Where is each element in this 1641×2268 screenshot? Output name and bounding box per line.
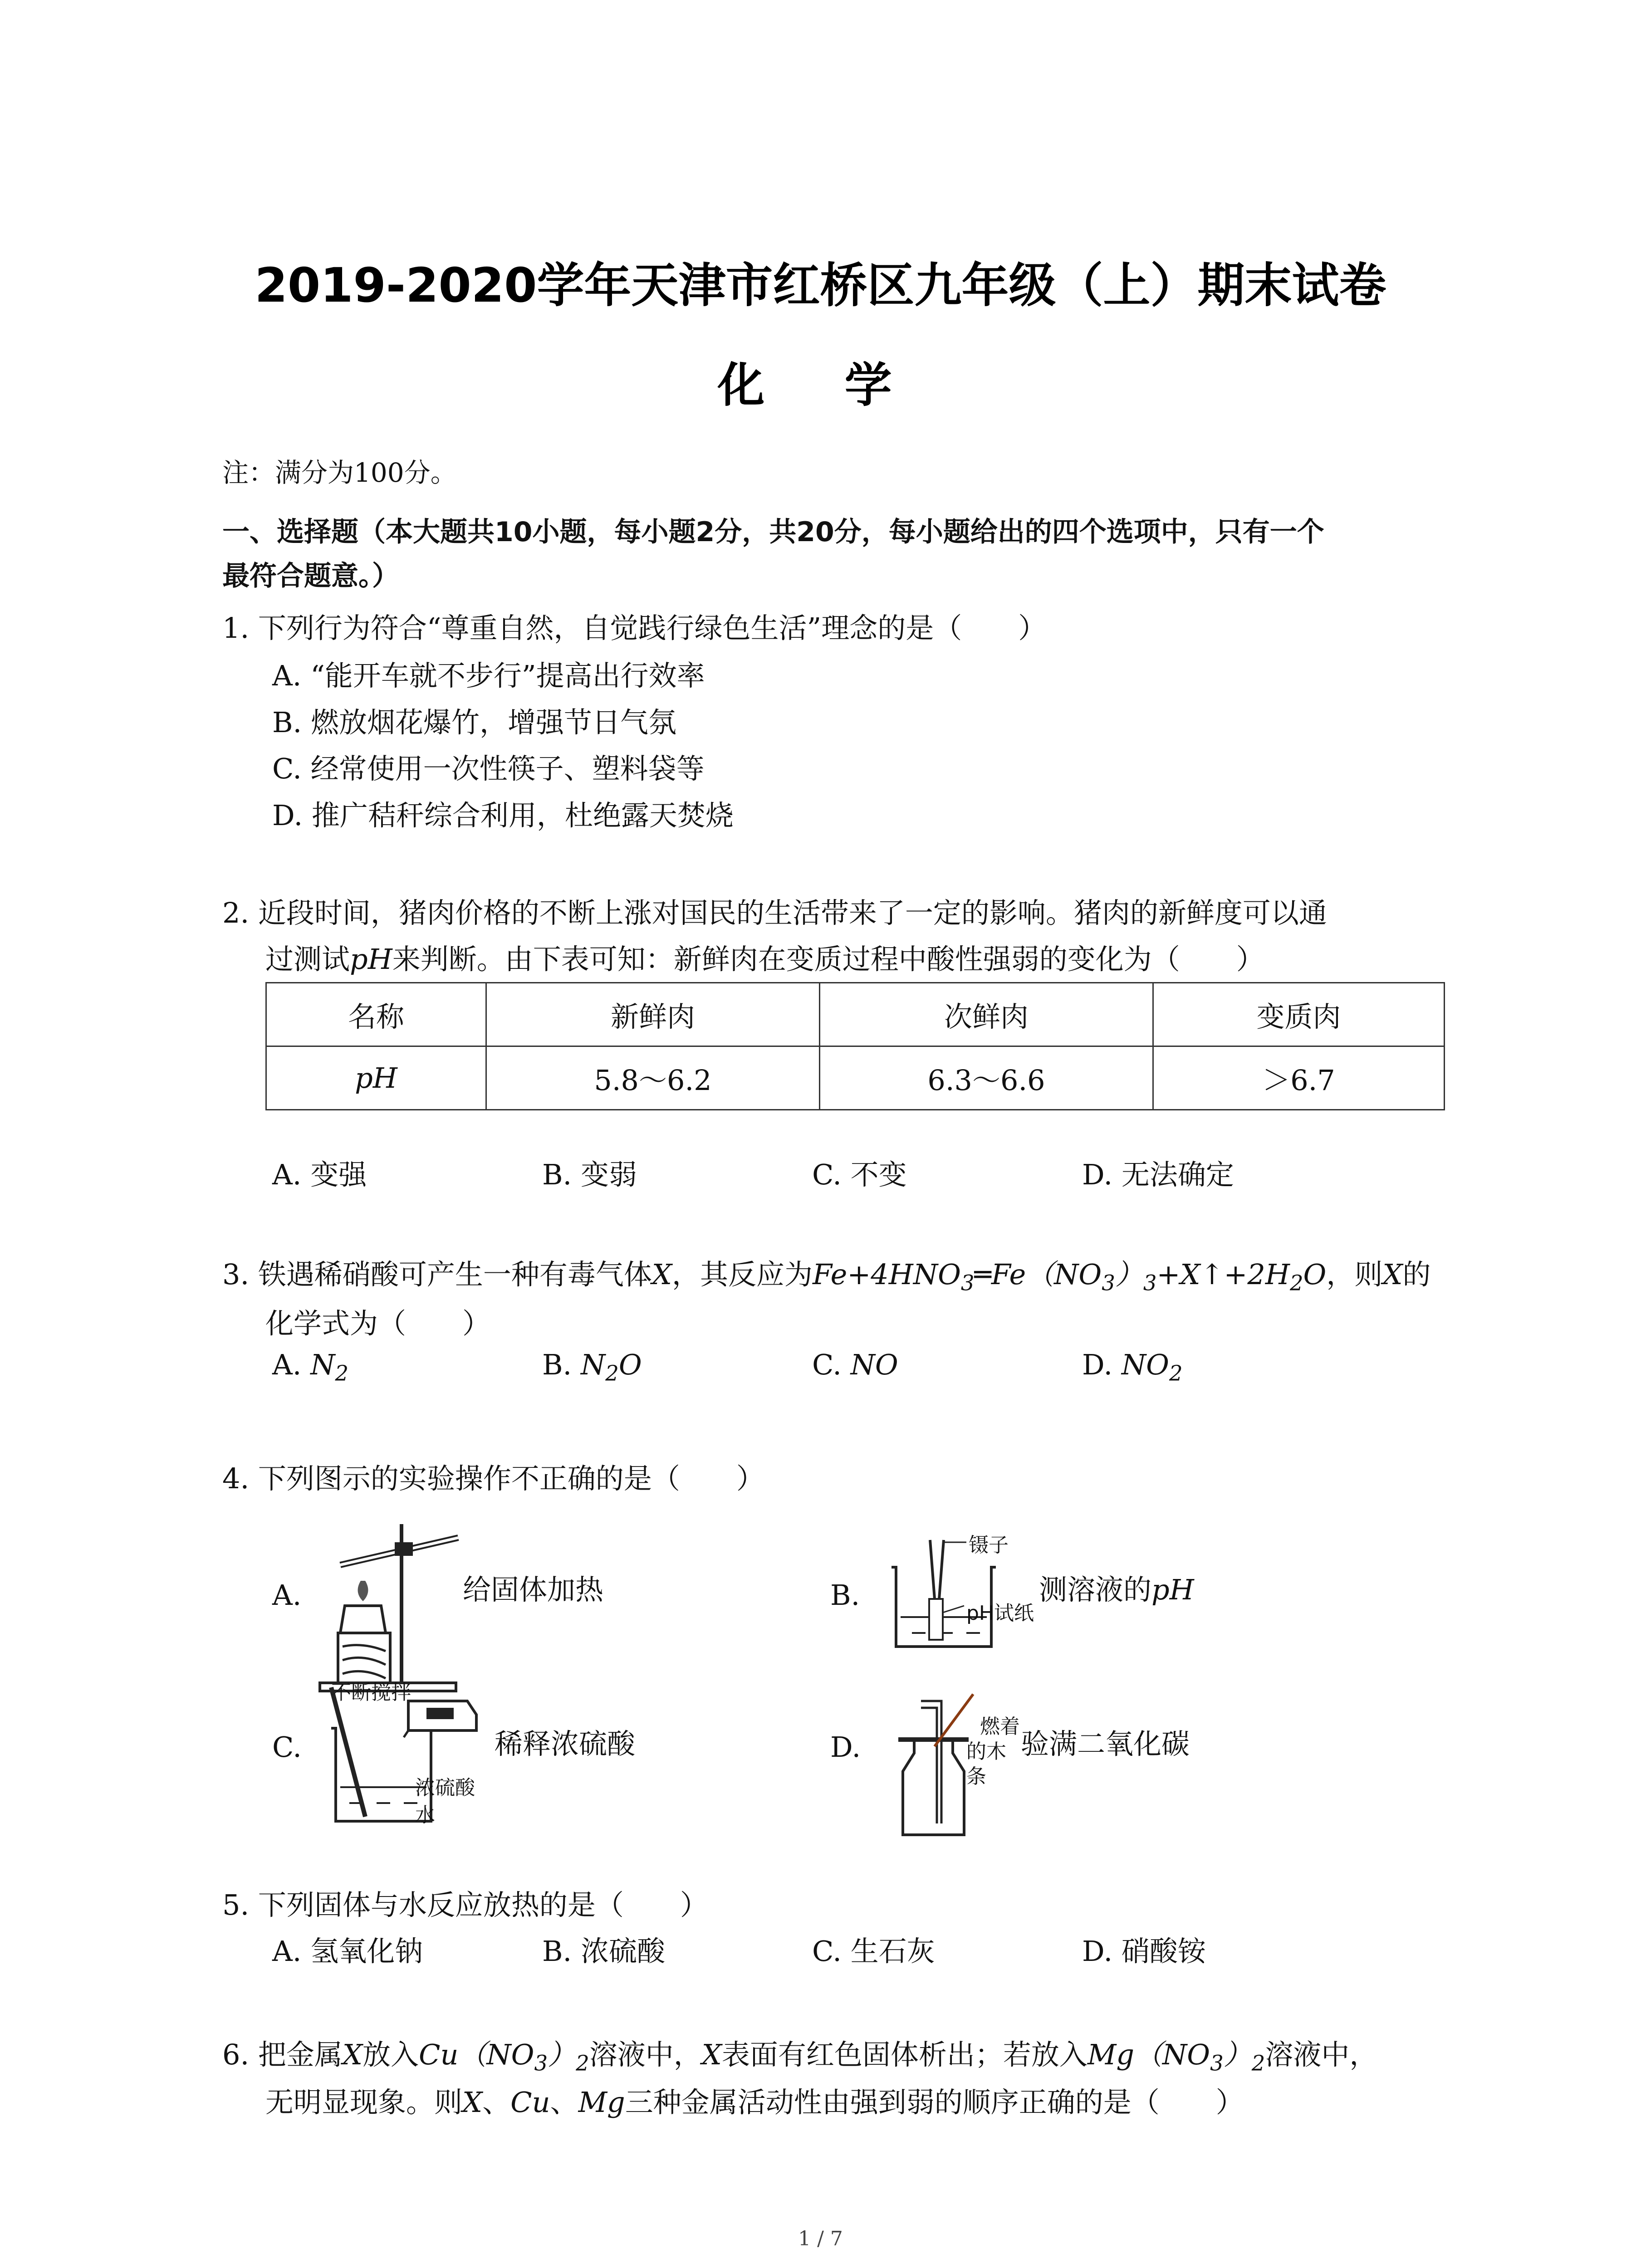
q4-option-b-letter: B. bbox=[830, 1579, 860, 1612]
q3-option-b: B. $N_2O$ bbox=[542, 1348, 642, 1386]
ph-test-beaker-figure bbox=[885, 1531, 1034, 1653]
stir-label: 不断搅拌 bbox=[331, 1681, 411, 1704]
subject-title: 化 学 bbox=[717, 357, 924, 413]
q4-option-c-letter: C. bbox=[272, 1730, 302, 1764]
q1-option-d: D. 推广秸秆综合利用，杜绝露天焚烧 bbox=[272, 799, 734, 832]
burning-label-1: 燃着 bbox=[980, 1715, 1020, 1738]
q2-stem-line2: 过测试pH来判断。由下表可知：新鲜肉在变质过程中酸性强弱的变化为（ ） bbox=[265, 943, 1264, 976]
tweezers-label: 镊子 bbox=[969, 1534, 1009, 1557]
conc-acid-label: 浓硫酸 bbox=[415, 1776, 475, 1799]
table-header: 新鲜肉 bbox=[486, 983, 820, 1046]
q5-option-d: D. 硝酸铵 bbox=[1082, 1935, 1206, 1968]
q5-option-a: A. 氢氧化钠 bbox=[272, 1935, 423, 1968]
ph-paper-label: pH试纸 bbox=[966, 1602, 1034, 1625]
q3-option-c: C. NO bbox=[812, 1348, 898, 1381]
q1-option-a: A. “能开车就不步行”提高出行效率 bbox=[272, 659, 705, 692]
table-cell: ＞6.7 bbox=[1153, 1046, 1445, 1110]
table-header: 变质肉 bbox=[1153, 983, 1445, 1046]
q5-option-c: C. 生石灰 bbox=[812, 1935, 935, 1968]
q4-stem: 4. 下列图示的实验操作不正确的是（ ） bbox=[222, 1462, 764, 1495]
q2-option-c: C. 不变 bbox=[812, 1158, 907, 1191]
table-cell: pH bbox=[266, 1046, 486, 1110]
q4-option-c-label: 稀释浓硫酸 bbox=[495, 1727, 636, 1760]
q4-option-b-label: 测溶液的pH bbox=[1039, 1573, 1194, 1606]
q4-option-a-letter: A. bbox=[272, 1579, 302, 1612]
q2-option-a: A. 变强 bbox=[272, 1158, 367, 1191]
q2-option-b: B. 变弱 bbox=[542, 1158, 637, 1191]
q1-stem: 1. 下列行为符合“尊重自然，自觉践行绿色生活”理念的是（ ） bbox=[222, 611, 1047, 645]
q3-stem-line2: 化学式为（ ） bbox=[265, 1307, 491, 1340]
exam-title: 2019-2020学年天津市红桥区九年级（上）期末试卷 bbox=[255, 258, 1386, 313]
q4-option-a-label: 给固体加热 bbox=[463, 1573, 604, 1606]
q3-stem-line1: 3. 铁遇稀硝酸可产生一种有毒气体X，其反应为$Fe+4HNO_3═Fe(NO_3)_3+X↑+2H_2O$，则X的 bbox=[222, 1258, 1431, 1295]
q3-option-a: A. $N_2$ bbox=[272, 1348, 349, 1386]
q2-option-d: D. 无法确定 bbox=[1082, 1158, 1234, 1191]
q2-stem-line1: 2. 近段时间，猪肉价格的不断上涨对国民的生活带来了一定的影响。猪肉的新鲜度可以通 bbox=[222, 896, 1327, 929]
water-label: 水 bbox=[415, 1804, 435, 1827]
table-cell: 5.8～6.2 bbox=[486, 1046, 820, 1110]
page-number: 1 / 7 bbox=[798, 2227, 843, 2250]
burning-label-2: 的木 bbox=[966, 1740, 1006, 1763]
q5-option-b: B. 浓硫酸 bbox=[542, 1935, 665, 1968]
heating-solid-apparatus-figure bbox=[313, 1515, 463, 1696]
q1-option-b: B. 燃放烟花爆竹，增强节日气氛 bbox=[272, 706, 676, 739]
section-heading-line1: 一、选择题（本大题共10小题，每小题2分，共20分，每小题给出的四个选项中，只有一个 bbox=[222, 516, 1324, 548]
table-cell: 6.3～6.6 bbox=[820, 1046, 1153, 1110]
ph-table bbox=[265, 982, 1445, 1110]
chemical-equation: $Fe+4HNO_3═Fe(NO_3)_3+X↑+2H_2O$ bbox=[813, 1258, 1327, 1295]
q3-option-d: D. $NO_2$ bbox=[1082, 1348, 1183, 1386]
score-note: 注：满分为100分。 bbox=[222, 457, 457, 488]
table-row bbox=[266, 1046, 1445, 1110]
q6-stem-line2: 无明显现象。则X、Cu、Mg三种金属活动性由强到弱的顺序正确的是（ ） bbox=[265, 2086, 1244, 2119]
q4-option-d-label: 验满二氧化碳 bbox=[1021, 1727, 1190, 1760]
section-heading-line2: 最符合题意。） bbox=[222, 560, 399, 592]
burning-label-3: 条 bbox=[966, 1765, 986, 1788]
q4-option-d-letter: D. bbox=[830, 1730, 861, 1764]
q5-stem: 5. 下列固体与水反应放热的是（ ） bbox=[222, 1888, 708, 1921]
table-header: 名称 bbox=[266, 983, 486, 1046]
table-header-row bbox=[266, 983, 1445, 1046]
q6-stem-line1: 6. 把金属X放入$Cu(NO_3)_2$溶液中，X表面有红色固体析出；若放入$Mg(NO_3)_2$溶液中， bbox=[222, 2038, 1378, 2076]
table-header: 次鲜肉 bbox=[820, 983, 1153, 1046]
q1-option-c: C. 经常使用一次性筷子、塑料袋等 bbox=[272, 752, 705, 785]
